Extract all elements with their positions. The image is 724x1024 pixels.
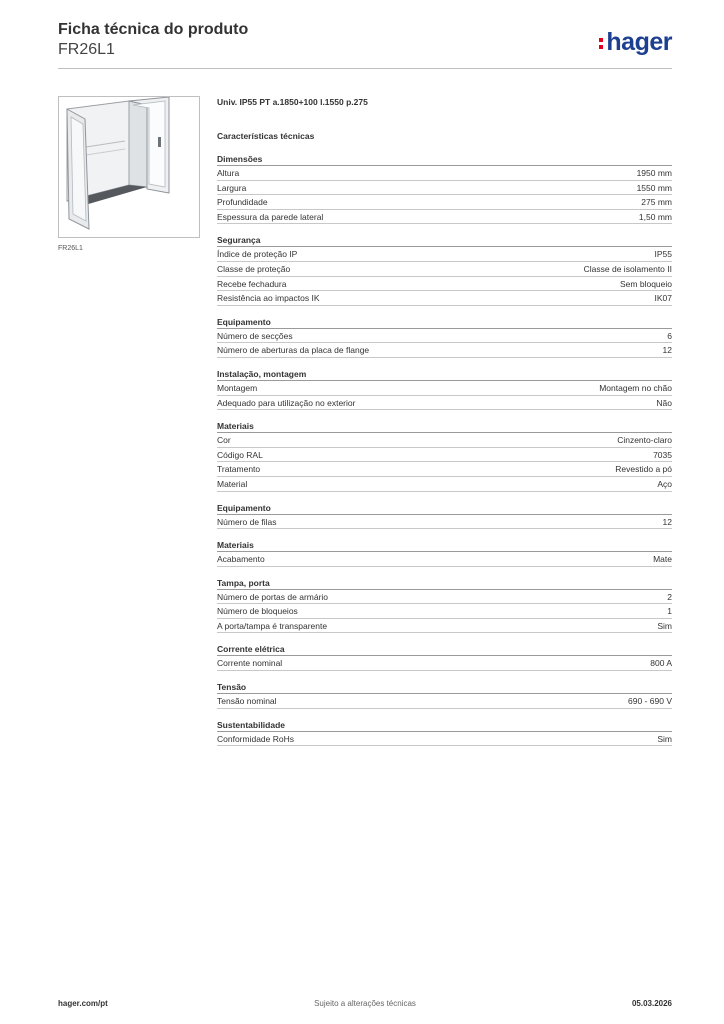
spec-value: Mate bbox=[653, 554, 672, 565]
spec-label: Tratamento bbox=[217, 464, 261, 475]
spec-value: IK07 bbox=[654, 293, 672, 304]
spec-row bbox=[217, 262, 672, 277]
spec-row bbox=[217, 433, 672, 448]
spec-label: Profundidade bbox=[217, 197, 268, 208]
logo-text: hager bbox=[606, 28, 672, 56]
spec-row bbox=[217, 732, 672, 747]
spec-value: 12 bbox=[662, 345, 672, 356]
spec-section bbox=[217, 153, 672, 224]
spec-label: Largura bbox=[217, 182, 247, 193]
footer-website-link[interactable]: hager.com/pt bbox=[58, 999, 108, 1008]
spec-value: 2 bbox=[667, 591, 672, 602]
spec-label: Resistência ao impactos IK bbox=[217, 293, 320, 304]
spec-heading: Características técnicas bbox=[217, 131, 315, 141]
spec-row bbox=[217, 552, 672, 567]
spec-row bbox=[217, 515, 672, 530]
spec-row bbox=[217, 694, 672, 709]
spec-value: Aço bbox=[657, 478, 672, 489]
spec-content bbox=[217, 96, 672, 746]
spec-value: Revestido a pó bbox=[615, 464, 672, 475]
spec-label: Número de bloqueios bbox=[217, 606, 298, 617]
spec-row bbox=[217, 210, 672, 225]
spec-label: Cor bbox=[217, 435, 231, 446]
spec-value: 6 bbox=[667, 330, 672, 341]
spec-label: Número de secções bbox=[217, 330, 293, 341]
spec-label: Número de aberturas da placa de flange bbox=[217, 345, 370, 356]
spec-section bbox=[217, 316, 672, 358]
document-title: Ficha técnica do produto bbox=[58, 21, 249, 38]
spec-label: A porta/tampa é transparente bbox=[217, 620, 328, 631]
spec-value: 800 A bbox=[650, 658, 672, 669]
spec-label: Acabamento bbox=[217, 554, 265, 565]
spec-label: Altura bbox=[217, 168, 240, 178]
spec-value: 1950 mm bbox=[636, 168, 672, 178]
spec-section bbox=[217, 234, 672, 305]
spec-row bbox=[217, 590, 672, 605]
spec-section bbox=[217, 681, 672, 709]
logo-dots-icon bbox=[599, 35, 604, 52]
spec-row bbox=[217, 396, 672, 411]
spec-value: 1,50 mm bbox=[638, 211, 672, 222]
footer-date: 05.03.2026 bbox=[631, 999, 672, 1008]
spec-value: Não bbox=[656, 397, 672, 408]
spec-value: 1550 mm bbox=[636, 182, 672, 193]
section-title: Tampa, porta bbox=[217, 577, 672, 590]
spec-label: Índice de proteção IP bbox=[217, 249, 298, 260]
spec-value: Cinzento-claro bbox=[617, 435, 672, 446]
spec-row bbox=[217, 166, 672, 181]
spec-section bbox=[217, 420, 672, 491]
product-code: FR26L1 bbox=[58, 41, 115, 58]
spec-label: Número de portas de armário bbox=[217, 591, 329, 602]
spec-label: Classe de proteção bbox=[217, 263, 291, 274]
hager-logo bbox=[599, 28, 672, 57]
spec-row bbox=[217, 619, 672, 634]
spec-value: IP55 bbox=[654, 249, 672, 260]
product-name: Univ. IP55 PT a.1850+100 l.1550 p.275 bbox=[217, 97, 368, 107]
spec-label: Adequado para utilização no exterior bbox=[217, 397, 356, 408]
section-title: Tensão bbox=[217, 681, 672, 694]
spec-sections bbox=[217, 153, 672, 746]
section-title: Materiais bbox=[217, 539, 672, 552]
section-title: Materiais bbox=[217, 420, 672, 433]
spec-label: Número de filas bbox=[217, 516, 277, 527]
section-title: Segurança bbox=[217, 234, 672, 247]
section-title: Instalação, montagem bbox=[217, 368, 672, 381]
spec-label: Montagem bbox=[217, 382, 258, 393]
spec-row bbox=[217, 343, 672, 358]
spec-row bbox=[217, 462, 672, 477]
spec-value: 7035 bbox=[653, 449, 672, 460]
product-image bbox=[58, 96, 200, 238]
spec-label: Conformidade RoHs bbox=[217, 733, 295, 744]
spec-section bbox=[217, 719, 672, 747]
spec-value: 275 mm bbox=[641, 197, 672, 208]
spec-row bbox=[217, 181, 672, 196]
spec-value: Sem bloqueio bbox=[620, 278, 672, 289]
spec-section bbox=[217, 577, 672, 634]
spec-section bbox=[217, 643, 672, 671]
spec-value: 1 bbox=[667, 606, 672, 617]
spec-section bbox=[217, 368, 672, 410]
spec-row bbox=[217, 656, 672, 671]
spec-label: Espessura da parede lateral bbox=[217, 211, 324, 222]
spec-value: Sim bbox=[657, 733, 672, 744]
section-title: Equipamento bbox=[217, 316, 672, 329]
spec-label: Material bbox=[217, 478, 248, 489]
footer-note: Sujeito a alterações técnicas bbox=[314, 999, 416, 1008]
image-caption: FR26L1 bbox=[58, 245, 83, 252]
spec-row bbox=[217, 247, 672, 262]
spec-row bbox=[217, 291, 672, 306]
section-title: Corrente elétrica bbox=[217, 643, 672, 656]
spec-row bbox=[217, 448, 672, 463]
section-title: Sustentabilidade bbox=[217, 719, 672, 732]
spec-section bbox=[217, 502, 672, 530]
section-title: Dimensões bbox=[217, 153, 672, 166]
spec-row bbox=[217, 477, 672, 492]
cabinet-illustration-icon bbox=[59, 97, 199, 237]
spec-label: Recebe fechadura bbox=[217, 278, 287, 289]
spec-label: Corrente nominal bbox=[217, 658, 283, 669]
spec-value: Classe de isolamento II bbox=[583, 263, 672, 274]
spec-row bbox=[217, 604, 672, 619]
spec-value: Montagem no chão bbox=[599, 382, 672, 393]
spec-label: Código RAL bbox=[217, 449, 263, 460]
spec-row bbox=[217, 277, 672, 292]
spec-label: Tensão nominal bbox=[217, 696, 277, 707]
page-footer bbox=[58, 998, 672, 1010]
spec-row bbox=[217, 195, 672, 210]
spec-section bbox=[217, 539, 672, 567]
spec-row bbox=[217, 381, 672, 396]
spec-row bbox=[217, 329, 672, 344]
spec-value: Sim bbox=[657, 620, 672, 631]
document-header bbox=[58, 20, 672, 60]
section-title: Equipamento bbox=[217, 502, 672, 515]
header-divider bbox=[58, 68, 672, 69]
spec-value: 12 bbox=[662, 516, 672, 527]
spec-value: 690 - 690 V bbox=[628, 696, 672, 707]
